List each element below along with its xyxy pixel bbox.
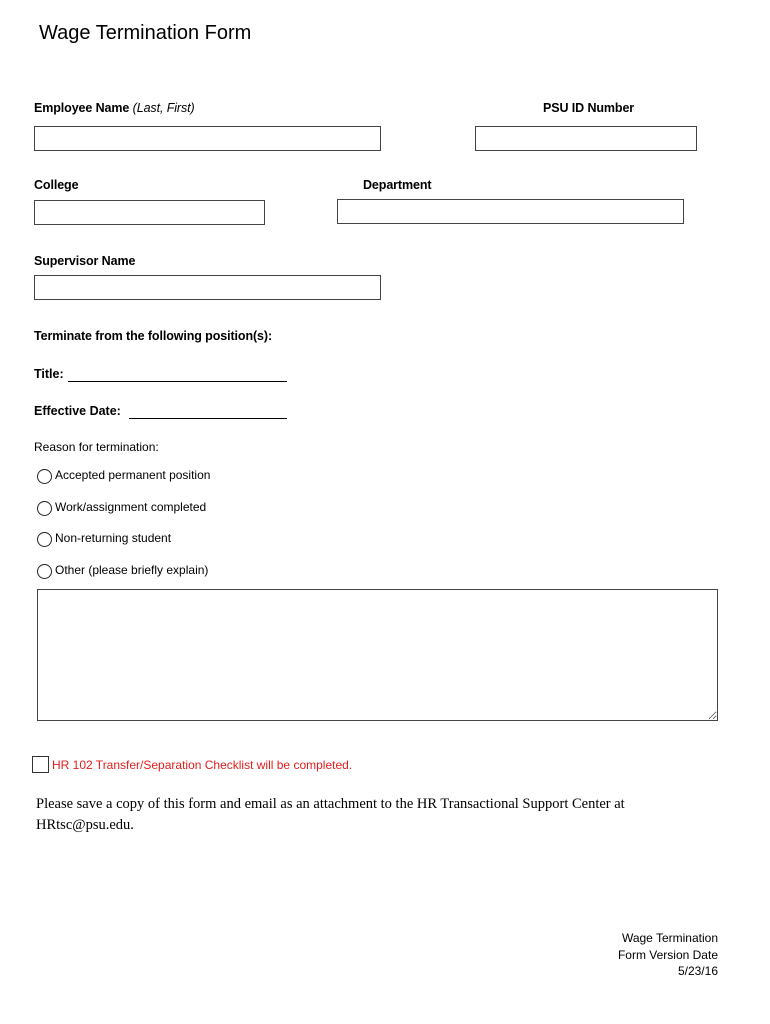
reason-radio-accepted[interactable]: [37, 469, 52, 484]
position-title-line[interactable]: [68, 381, 287, 382]
effective-date-label: Effective Date:: [34, 404, 121, 418]
reason-option-label: Other (please briefly explain): [55, 563, 209, 577]
checklist-checkbox[interactable]: [32, 756, 49, 773]
other-explanation-textarea[interactable]: [37, 589, 718, 721]
reason-radio-nonreturning[interactable]: [37, 532, 52, 547]
psu-id-label: PSU ID Number: [543, 101, 635, 115]
position-title-label: Title:: [34, 367, 64, 381]
checklist-text: HR 102 Transfer/Separation Checklist will be completed.: [52, 758, 353, 772]
footer-line-2: Form Version Date: [617, 947, 718, 962]
reason-radio-other[interactable]: [37, 564, 52, 579]
reason-option-label: Work/assignment completed: [55, 500, 207, 514]
employee-name-input[interactable]: [34, 126, 381, 151]
college-input[interactable]: [34, 200, 265, 225]
instructions-text: Please save a copy of this form and email as an attachment to the HR Transactional Support Center at HRtsc@psu.edu.: [36, 796, 625, 833]
employee-name-label-text: Employee Name: [34, 101, 130, 115]
form-title: Wage Termination Form: [39, 22, 252, 44]
employee-name-hint: (Last, First): [132, 101, 195, 115]
supervisor-label: Supervisor Name: [34, 254, 136, 268]
reason-radio-completed[interactable]: [37, 501, 52, 516]
reason-option-label: Non-returning student: [55, 531, 172, 545]
department-input[interactable]: [337, 199, 684, 224]
footer-line-1: Wage Termination: [621, 931, 718, 945]
footer-version: [618, 930, 718, 980]
reason-label: Reason for termination:: [34, 440, 159, 454]
supervisor-input[interactable]: [34, 275, 381, 300]
reason-option-label: Accepted permanent position: [55, 468, 211, 482]
effective-date-line[interactable]: [129, 418, 287, 419]
department-label: Department: [363, 178, 432, 192]
college-label: College: [34, 178, 79, 192]
terminate-heading: Terminate from the following position(s):: [34, 329, 273, 343]
footer-line-3: 5/23/16: [677, 964, 718, 978]
employee-name-label: [34, 101, 195, 115]
psu-id-input[interactable]: [475, 126, 697, 151]
